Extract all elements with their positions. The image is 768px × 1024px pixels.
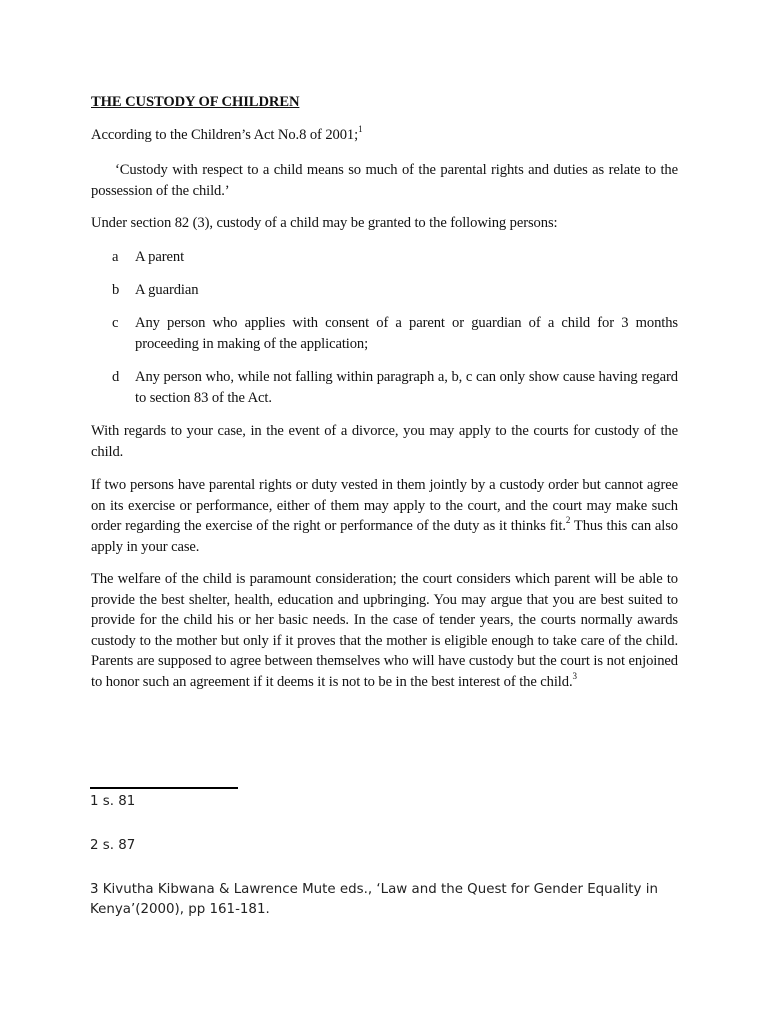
list-item-text: Any person who, while not falling within paragraph a, b, c can only show cause having regard to section 83 of the Act.	[135, 369, 678, 406]
footnote-ref-2[interactable]: 2	[565, 515, 571, 526]
list-item-text: A guardian	[135, 282, 199, 298]
list-marker: c	[112, 315, 119, 331]
joint-rights-paragraph	[91, 475, 678, 557]
section-82-intro: Under section 82 (3), custody of a child may be granted to the following persons:	[91, 215, 558, 231]
joint-rights-text: If two persons have parental rights or duty vested in them jointly by a custody order but cannot agree on its exercise or performance, either of them may apply to the court, and the court may make such order regarding the exercise of the right or performance of the duty as it thinks fit.	[91, 477, 678, 534]
list-item	[91, 280, 678, 301]
list-item	[91, 367, 678, 408]
list-item	[91, 313, 678, 354]
footnote-2: 2 s. 87	[90, 838, 136, 853]
list-item-text: Any person who applies with consent of a parent or guardian of a child for 3 months proceeding in making of the application;	[135, 315, 678, 352]
divorce-paragraph: With regards to your case, in the event of a divorce, you may apply to the courts for custody of the child.	[91, 423, 678, 460]
footnote-1: 1 s. 81	[90, 794, 136, 809]
custody-definition-quote: ‘Custody with respect to a child means so much of the parental rights and duties as relate to the possession of the child.’	[91, 162, 678, 199]
joint-rights-conclusion: Thus this can also apply in your case.	[91, 518, 678, 555]
list-item	[91, 247, 678, 268]
welfare-text: The welfare of the child is paramount consideration; the court considers which parent will be able to provide the best shelter, health, education and upbringing. You may argue that you are best suited to provide for the child his or her basic needs. In the case of tender years, the courts normally awards custody to the mother but only if it proves that the mother is eligible enough to take care of the child. Parents are supposed to agree between themselves who will have custody but the court is not enjoined to honor such an agreement if it deems it is not to be in the best interest of the child.	[91, 571, 678, 690]
welfare-paragraph	[91, 569, 678, 692]
intro-text: According to the Children’s Act No.8 of 2001;	[91, 127, 359, 143]
list-marker: a	[112, 249, 119, 265]
list-item-text: A parent	[135, 249, 185, 265]
footnote-separator	[90, 787, 238, 789]
document-title: THE CUSTODY OF CHILDREN	[91, 94, 300, 110]
list-marker: d	[112, 369, 120, 385]
footnote-ref-3[interactable]: 3	[572, 670, 577, 681]
footnote-ref-1[interactable]: 1	[358, 124, 363, 135]
list-marker: b	[112, 282, 120, 298]
intro-paragraph	[91, 125, 678, 146]
footnote-3: 3 Kivutha Kibwana & Lawrence Mute eds., ‘Law and the Quest for Gender Equality in Kenya’(2000), pp 161-181.	[90, 882, 658, 917]
